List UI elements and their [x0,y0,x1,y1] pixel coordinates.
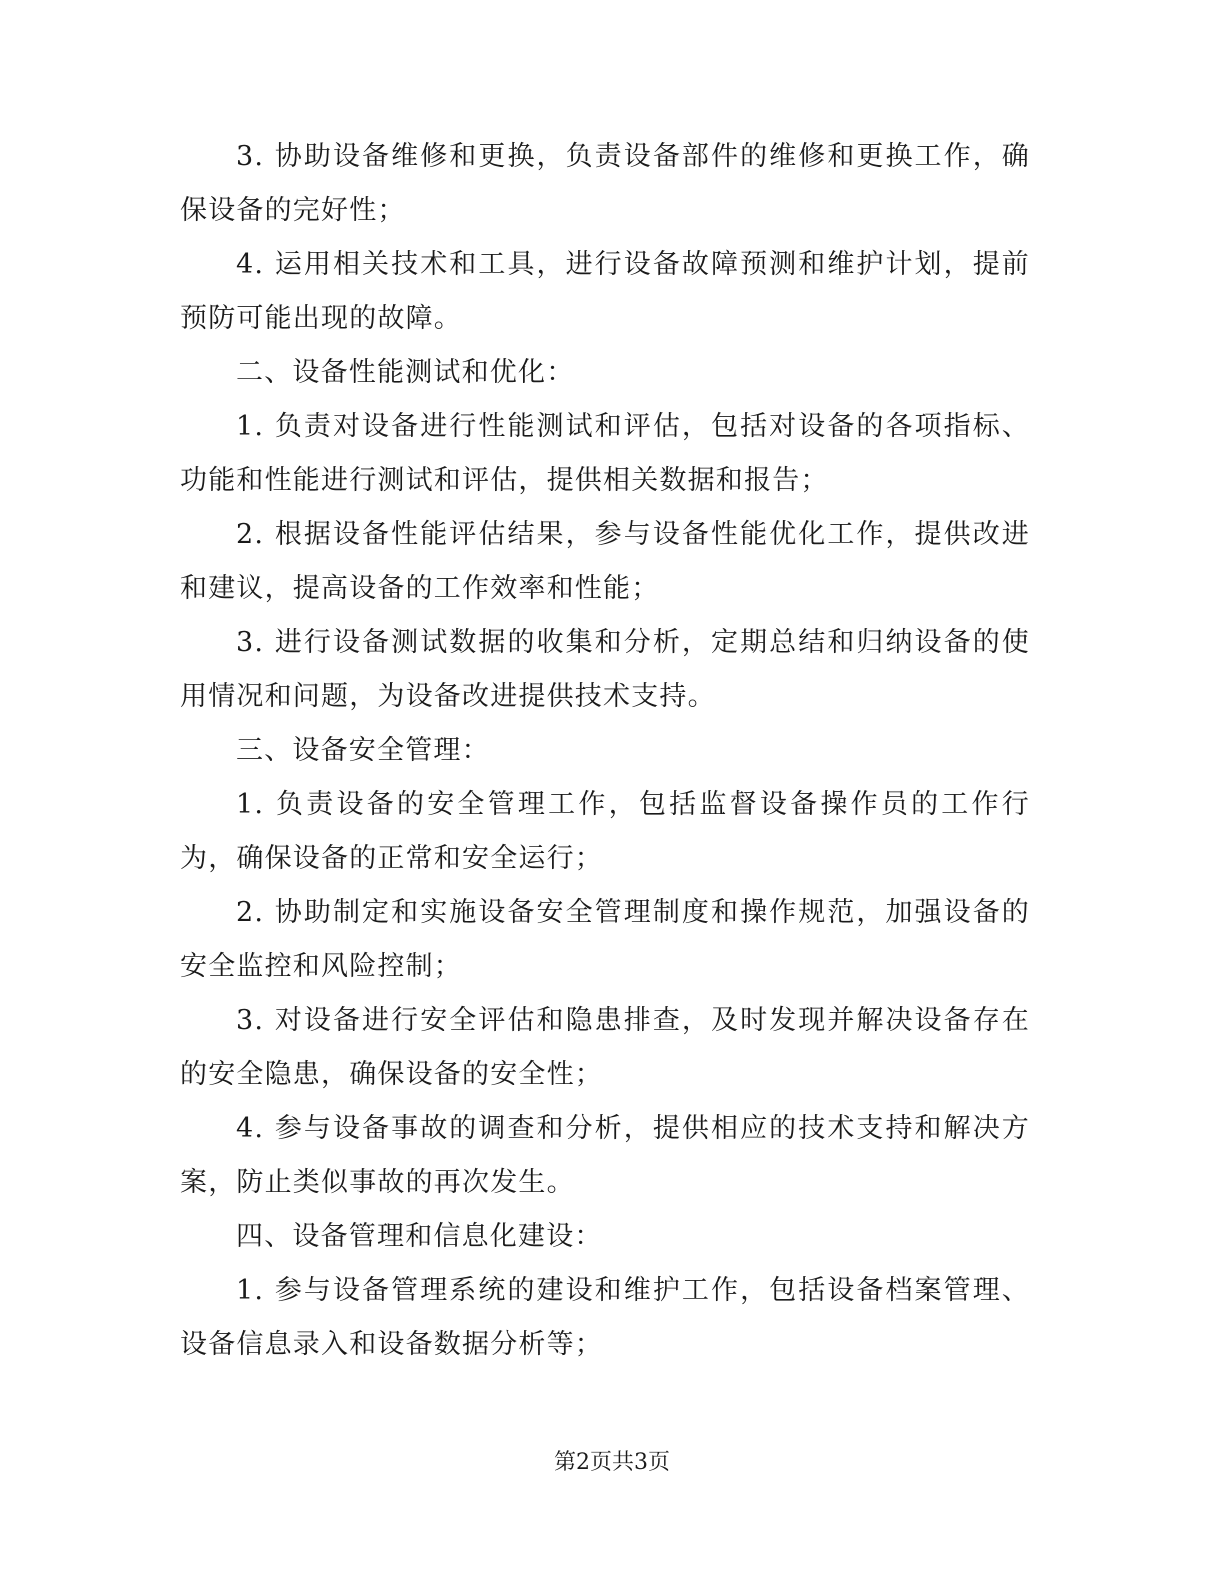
paragraph-performance-item-1: 1. 负责对设备进行性能测试和评估，包括对设备的各项指标、功能和性能进行测试和评估，提供相关数据和报告； [180,411,1030,496]
paragraph-repair-item-4: 4. 运用相关技术和工具，进行设备故障预测和维护计划，提前预防可能出现的故障。 [180,249,1030,334]
paragraph-performance-item-3: 3. 进行设备测试数据的收集和分析，定期总结和归纳设备的使用情况和问题，为设备改进提供技术支持。 [180,627,1030,712]
paragraph-performance-item-2: 2. 根据设备性能评估结果，参与设备性能优化工作，提供改进和建议，提高设备的工作效率和性能； [180,519,1030,604]
section-heading-performance: 二、设备性能测试和优化： [236,357,575,388]
page-number-footer: 第2页共3页 [554,1450,670,1475]
paragraph-management-item-1: 1. 参与设备管理系统的建设和维护工作，包括设备档案管理、设备信息录入和设备数据分析等； [180,1275,1030,1360]
section-heading-safety: 三、设备安全管理： [236,735,490,766]
paragraph-safety-item-2: 2. 协助制定和实施设备安全管理制度和操作规范，加强设备的安全监控和风险控制； [180,897,1030,982]
paragraph-safety-item-4: 4. 参与设备事故的调查和分析，提供相应的技术支持和解决方案，防止类似事故的再次发生。 [180,1113,1030,1198]
document-body [180,130,1030,1372]
section-heading-management: 四、设备管理和信息化建设： [236,1221,603,1252]
paragraph-safety-item-1: 1. 负责设备的安全管理工作，包括监督设备操作员的工作行为，确保设备的正常和安全运行； [180,789,1030,874]
paragraph-safety-item-3: 3. 对设备进行安全评估和隐患排查，及时发现并解决设备存在的安全隐患，确保设备的安全性； [180,1005,1030,1090]
paragraph-repair-item-3: 3. 协助设备维修和更换，负责设备部件的维修和更换工作，确保设备的完好性； [180,141,1030,226]
